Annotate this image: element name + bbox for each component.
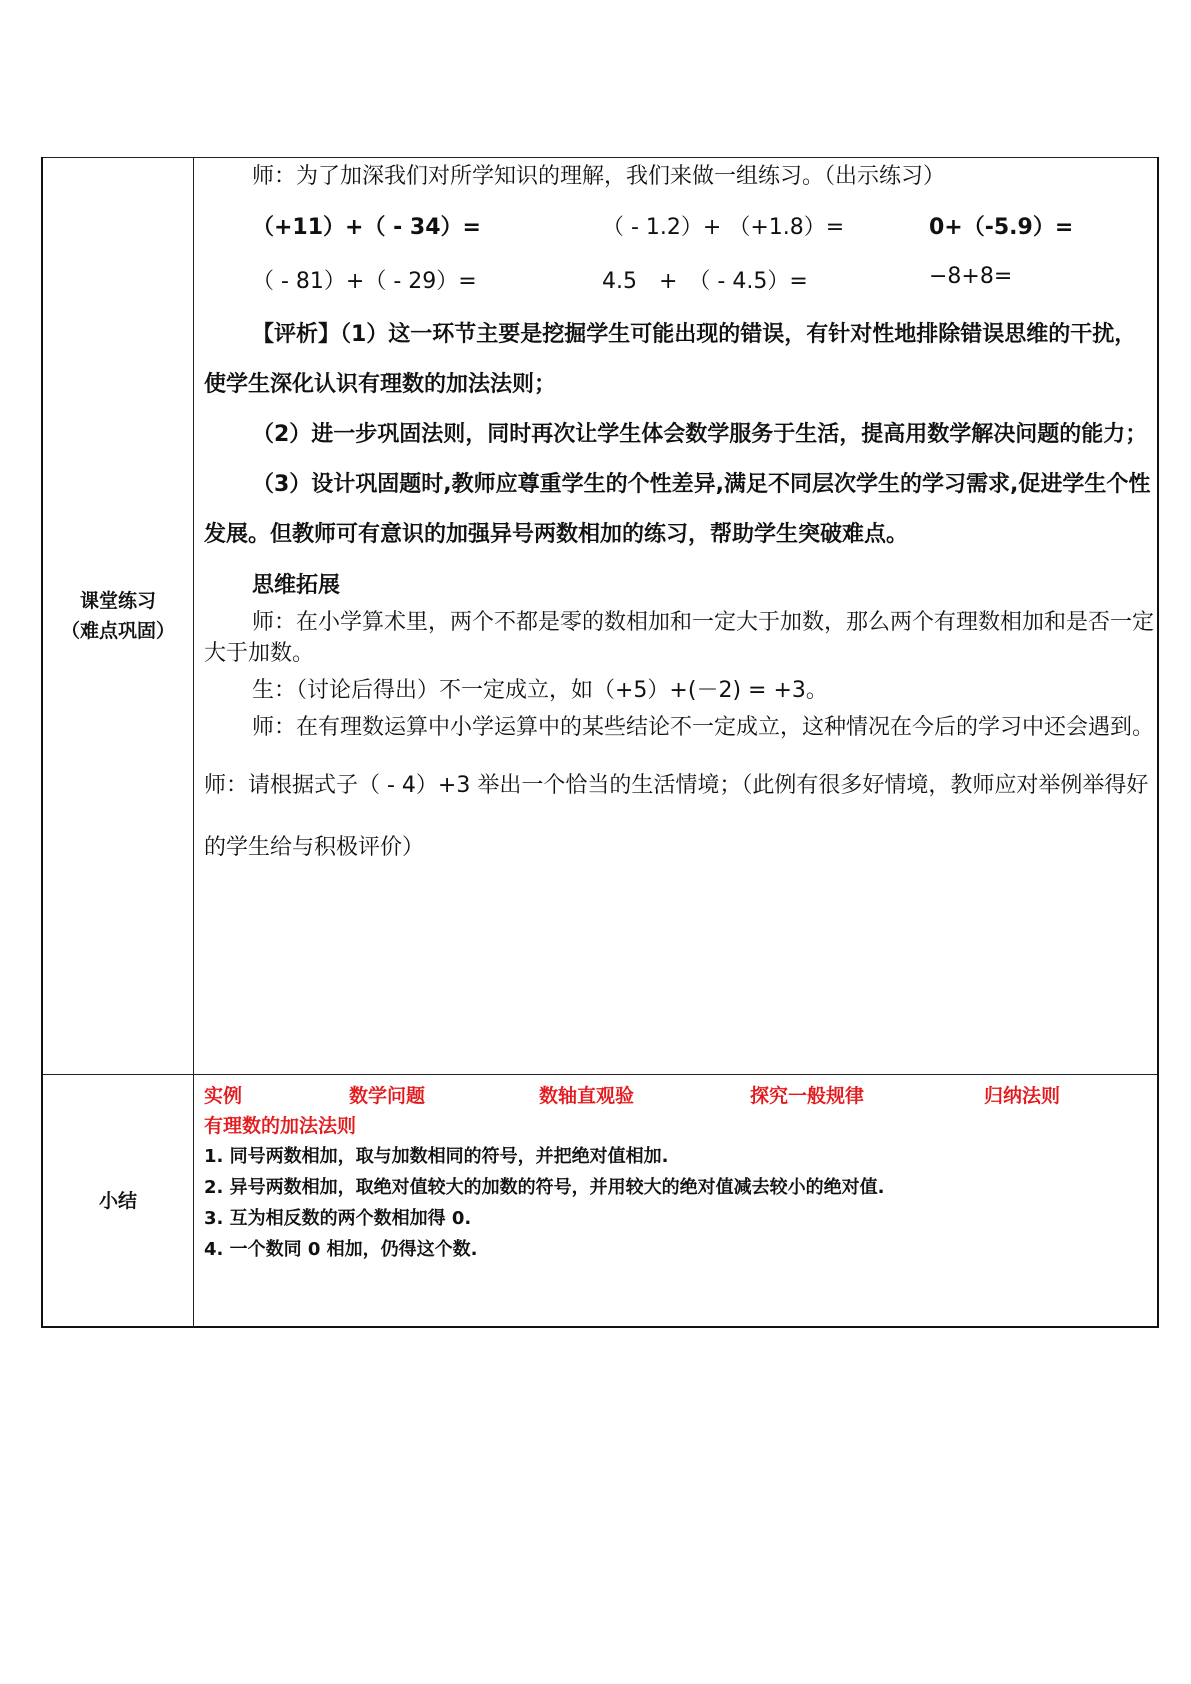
rule-4: 4. 一个数同 0 相加，仍得这个数. [204,1239,478,1260]
flow-step-5: 归纳法则 [984,1085,1061,1107]
dialogue-2: 生：（讨论后得出）不一定成立，如（+5）+(－2) = +3。 [252,678,828,703]
flow-step-4: 探究一般规律 [750,1085,865,1107]
rule-2: 2. 异号两数相加，取绝对值较大的加数的符号，并用较大的绝对值减去较小的绝对值. [204,1177,885,1198]
flow-step-1: 实例 [204,1085,243,1107]
summary-flow [204,1081,1157,1111]
equation-3: 0+（-5.9）= [929,215,1074,240]
practice-label-line1: 课堂练习 [79,590,156,612]
flow-step-3: 数轴直观验 [539,1085,635,1107]
rule-1: 1. 同号两数相加，取与加数相同的符号，并把绝对值相加. [204,1146,669,1167]
summary-label: 小结 [98,1189,137,1212]
analysis-paragraph-3: （3）设计巩固题时,教师应尊重学生的个性差异,满足不同层次学生的学习需求,促进学生个性发展。但教师可有意识的加强异号两数相加的练习，帮助学生突破难点。 [204,472,1151,547]
rule-3: 3. 互为相反数的两个数相加得 0. [204,1208,472,1229]
practice-label-cell [42,158,194,1075]
lesson-table-wrapper [41,157,1159,1328]
dialogue-1: 师：在小学算术里，两个不都是零的数相加和一定大于加数，那么两个有理数相加和是否一定大于加数。 [204,610,1155,666]
flow-step-2: 数学问题 [349,1085,426,1107]
equation-4: （ - 81）+（ - 29）= [252,269,477,294]
extension-title: 思维拓展 [252,573,341,598]
rules-title: 有理数的加法法则 [204,1115,357,1137]
dialogue-3: 师：在有理数运算中小学运算中的某些结论不一定成立，这种情况在今后的学习中还会遇到。 [252,715,1155,740]
closing-prompt: 师：请根据式子（ - 4）+3 举出一个恰当的生活情境；（此例有很多好情境，教师应对举例举得好的学生给与积极评价） [204,773,1149,860]
analysis-paragraph-2: （2）进一步巩固法则，同时再次让学生体会数学服务于生活，提高用数学解决问题的能力； [252,422,1148,447]
summary-label-cell [42,1075,194,1328]
equation-6: −8+8= [929,264,1013,289]
lesson-table [41,157,1159,1328]
analysis-paragraph-1: 【评析】（1）这一环节主要是挖掘学生可能出现的错误，有针对性地排除错误思维的干扰，使学生深化认识有理数的加法法则； [204,322,1137,397]
practice-label-line2: （难点巩固） [60,620,175,642]
equation-row-2 [204,252,1157,306]
equation-2: （ - 1.2）+ （+1.8）= [602,215,845,240]
practice-intro: 师：为了加深我们对所学知识的理解，我们来做一组练习。（出示练习） [252,164,946,189]
summary-row [42,1075,1158,1328]
summary-content-cell [194,1075,1159,1328]
practice-content-cell [194,158,1159,1075]
equation-row-1 [204,198,1157,252]
equation-1: （+11）+（ - 34）= [252,215,481,240]
practice-row [42,158,1158,1075]
equation-5: 4.5 + （ - 4.5）= [602,269,808,294]
